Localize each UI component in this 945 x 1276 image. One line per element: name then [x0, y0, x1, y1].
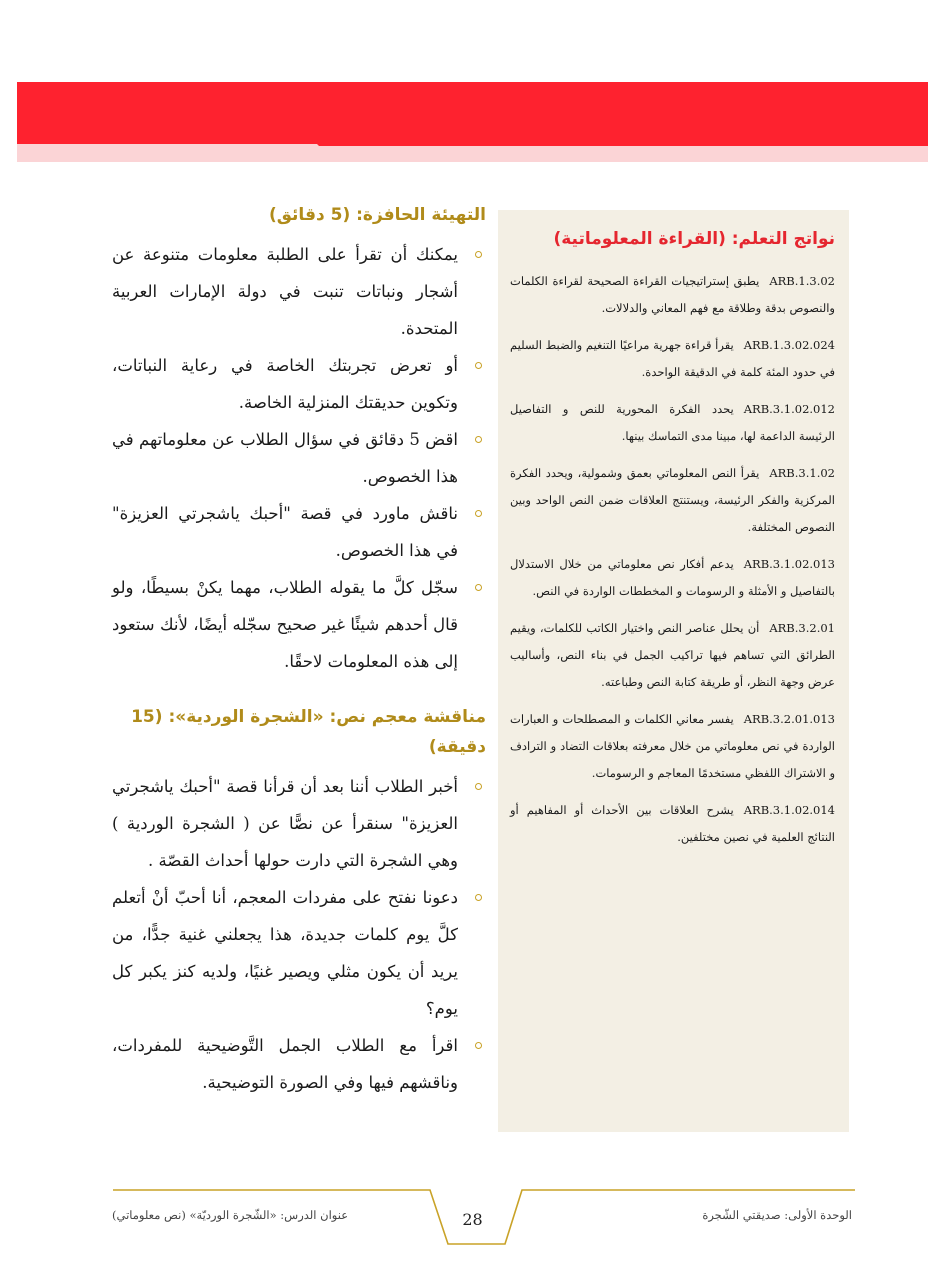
footer-lesson-title: عنوان الدرس: «الشّجرة الورديّة» (نص معلوماتي) [112, 1208, 349, 1222]
learning-outcomes-title: نواتج التعلم: (القراءة المعلوماتية) [553, 229, 835, 249]
bullet-circle-icon [475, 783, 482, 790]
page-number: 28 [462, 1210, 483, 1229]
outcome-code: ARB.1.3.02.024 [743, 338, 835, 352]
outcome-text: أن يحلل عناصر النص واختيار الكاتب للكلمات، ويقيم الطرائق التي تساهم فيها تراكيب الجمل في بناء النص، وأساليب عرض وجهة النظر، أو طريقة كتابة النص وطباعته. [510, 621, 835, 689]
outcome-item [510, 797, 835, 851]
list-item-text: سجّل كلَّ ما يقوله الطلاب، مهما يكنْ بسيطًا، ولو قال أحدهم شيئًا غير صحيح سجّله أيضًا، لأنك ستعود إلى هذه المعلومات لاحقًا. [112, 578, 458, 671]
bullet-circle-icon [475, 1042, 482, 1049]
list-item [112, 569, 486, 680]
outcome-code: ARB.3.1.02.013 [743, 557, 835, 571]
list-item [112, 495, 486, 569]
warmup-heading: التهيئة الحافزة: (5 دقائق) [268, 205, 486, 225]
list-item-text: ناقش ماورد في قصة "أحبك ياشجرتي العزيزة" في هذا الخصوص. [112, 504, 458, 560]
list-item [112, 347, 486, 421]
outcome-item [510, 460, 835, 541]
bullet-circle-icon [475, 436, 482, 443]
list-item-text: أخبر الطلاب أننا بعد أن قرأنا قصة "أحبك ياشجرتي العزيزة" سنقرأ عن نصًّا عن ( الشجرة الوردية ) وهي الشجرة التي دارت حولها أحداث القصّة . [112, 777, 458, 870]
lesson-main-column [112, 200, 486, 1101]
header-banner [17, 82, 928, 162]
list-item [112, 768, 486, 879]
outcome-item [510, 615, 835, 696]
outcome-text: يقرأ قراءة جهرية مراعيًا التنغيم والضبط السليم في حدود المئة كلمة في الدقيقة الواحدة. [510, 338, 835, 379]
dictionary-heading: مناقشة معجم نص: «الشجرة الوردية»: (15 دقيقة) [131, 707, 486, 757]
list-item-text: اقض 5 دقائق في سؤال الطلاب عن معلوماتهم في هذا الخصوص. [112, 430, 458, 486]
bullet-circle-icon [475, 510, 482, 517]
outcome-code: ARB.3.2.01 [769, 621, 835, 635]
list-item [112, 879, 486, 1027]
outcome-text: يحدد الفكرة المحورية للنص و التفاصيل الرئيسة الداعمة لها، مبينا مدى التماسك بينها. [510, 402, 835, 443]
outcome-item [510, 706, 835, 787]
outcome-text: يشرح العلاقات بين الأحداث أو المفاهيم أو النتائج العلمية في نصين مختلفين. [510, 803, 835, 844]
list-item-text: دعونا نفتح على مفردات المعجم، أنا أحبّ أنْ أتعلم كلَّ يوم كلمات جديدة، هذا يجعلني غنية جدًّا، من يريد أن يكون مثلي ويصير غنيًا، ولديه كنز يكبر كل يوم؟ [112, 888, 458, 1018]
footer-unit-title: الوحدة الأولى: صديقتي الشّجرة [702, 1208, 852, 1222]
outcome-code: ARB.3.1.02.012 [743, 402, 835, 416]
bullet-circle-icon [475, 584, 482, 591]
outcome-item [510, 332, 835, 386]
list-item [112, 1027, 486, 1101]
list-item [112, 421, 486, 495]
outcome-item [510, 268, 835, 322]
learning-outcomes-box [498, 210, 849, 1132]
outcome-text: يفسر معاني الكلمات و المصطلحات و العبارات الواردة في نص معلوماتي من خلال معرفته بعلاقات التضاد و الترادف و الاشتراك اللفظي مستخدمًا المعاجم و الرسومات. [510, 712, 835, 780]
list-item [112, 236, 486, 347]
outcome-code: ARB.3.1.02 [769, 466, 835, 480]
outcome-code: ARB.1.3.02 [769, 274, 835, 288]
list-item-text: اقرأ مع الطلاب الجمل التَّوضيحية للمفردات، وناقشهم فيها وفي الصورة التوضيحية. [112, 1036, 458, 1092]
outcome-text: يقرأ النص المعلوماتي بعمق وشمولية، ويحدد الفكرة المركزية والفكر الرئيسة، ويستنتج العلاقات ضمن النص الواحد وبين النصوص المختلفة. [510, 466, 835, 534]
bullet-circle-icon [475, 362, 482, 369]
outcome-code: ARB.3.2.01.013 [743, 712, 835, 726]
outcome-text: يدعم أفكار نص معلوماتي من خلال الاستدلال بالتفاصيل و الأمثلة و الرسومات و المخططات الواردة في النص. [510, 557, 835, 598]
outcome-text: يطبق إستراتيجيات القراءة الصحيحة لقراءة الكلمات والنصوص بدقة وطلاقة مع فهم المعاني والدلالات. [510, 274, 835, 315]
warmup-list [112, 236, 486, 680]
outcome-code: ARB.3.1.02.014 [743, 803, 835, 817]
dictionary-list [112, 768, 486, 1101]
list-item-text: يمكنك أن تقرأ على الطلبة معلومات متنوعة عن أشجار ونباتات تنبت في دولة الإمارات العربية المتحدة. [112, 245, 458, 338]
bullet-circle-icon [475, 251, 482, 258]
banner-pink-strip-right [207, 146, 928, 162]
list-item-text: أو تعرض تجربتك الخاصة في رعاية النباتات، وتكوين حديقتك المنزلية الخاصة. [112, 356, 458, 412]
outcome-item [510, 551, 835, 605]
bullet-circle-icon [475, 894, 482, 901]
outcome-item [510, 396, 835, 450]
